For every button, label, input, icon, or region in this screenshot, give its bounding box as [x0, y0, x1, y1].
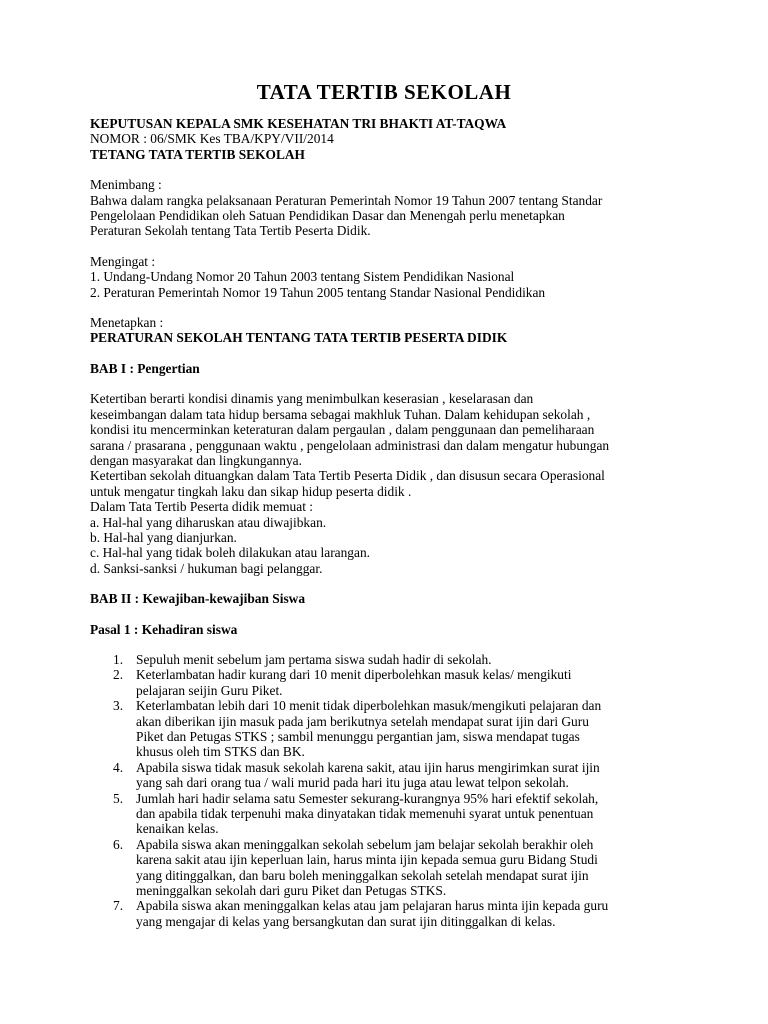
bab1-heading: BAB I : Pengertian — [90, 360, 200, 376]
list-item — [90, 652, 690, 667]
list-item-line: Apabila siswa akan meninggalkan kelas atau jam pelajaran harus minta ijin kepada guru — [136, 898, 609, 914]
bab1-line: kondisi itu mencerminkan keteraturan dalam pergaulan , dalam penggunaan dan pemeliharaan — [90, 422, 595, 438]
bab1-line: Ketertiban berarti kondisi dinamis yang menimbulkan keserasian , keselarasan dan — [90, 391, 534, 407]
list-item-line: Apabila siswa tidak masuk sekolah karena sakit, atau ijin harus mengirimkan surat ijin — [136, 759, 600, 775]
menimbang-line: Bahwa dalam rangka pelaksanaan Peraturan Pemerintah Nomor 19 Tahun 2007 tentang Standar — [90, 192, 603, 208]
list-item-line: dan apabila tidak terpenuhi maka dinyatakan tidak memenuhi syarat untuk penentuan — [136, 806, 594, 822]
menimbang-line: Pengelolaan Pendidikan oleh Satuan Pendidikan Dasar dan Menengah perlu menetapkan — [90, 208, 565, 224]
list-item-line: Apabila siswa akan meninggalkan sekolah sebelum jam belajar sekolah berakhir oleh — [136, 836, 594, 852]
list-item-line: karena sakit atau ijin keperluan lain, harus minta ijin kepada semua guru Bidang Studi — [136, 852, 598, 868]
mengingat-label: Mengingat : — [90, 253, 156, 269]
pasal1-heading: Pasal 1 : Kehadiran siswa — [90, 621, 238, 637]
list-item — [90, 837, 690, 899]
menimbang-line: Peraturan Sekolah tentang Tata Tertib Peserta Didik. — [90, 223, 371, 239]
pasal1-list — [90, 652, 690, 929]
document-body — [90, 116, 690, 929]
list-item-number: 5. — [113, 790, 124, 806]
decree-subject: TETANG TATA TERTIB SEKOLAH — [90, 146, 305, 162]
menetapkan-label: Menetapkan : — [90, 315, 164, 331]
list-item-line: Sepuluh menit sebelum jam pertama siswa sudah hadir di sekolah. — [136, 651, 492, 667]
list-item-line: kenaikan kelas. — [136, 821, 219, 837]
list-item-number: 1. — [113, 651, 124, 667]
list-item-number: 3. — [113, 698, 124, 714]
bab2-heading: BAB II : Kewajiban-kewajiban Siswa — [90, 591, 306, 607]
list-item — [90, 667, 690, 698]
bab1-line: sarana / prasarana , penggunaan waktu , pengelolaan administrasi dan dalam mengatur hubungan — [90, 437, 610, 453]
list-item-number: 2. — [113, 667, 124, 683]
list-item — [90, 898, 690, 929]
list-item-number: 6. — [113, 836, 124, 852]
bab1-list-item: c. Hal-hal yang tidak boleh dilakukan atau larangan. — [90, 545, 370, 561]
list-item-line: yang sah dari orang tua / wali murid pada hari itu juga atau lewat telpon sekolah. — [136, 775, 569, 791]
list-item — [90, 791, 690, 837]
mengingat-item: 2. Peraturan Pemerintah Nomor 19 Tahun 2005 tentang Standar Nasional Pendidikan — [90, 284, 546, 300]
document-title: TATA TERTIB SEKOLAH — [256, 80, 512, 104]
bab1-list-item: b. Hal-hal yang dianjurkan. — [90, 529, 237, 545]
list-item-line: Keterlambatan lebih dari 10 menit tidak diperbolehkan masuk/mengikuti pelajaran dan — [136, 698, 602, 714]
bab1-list-item: a. Hal-hal yang diharuskan atau diwajibkan. — [90, 514, 327, 530]
list-item-line: meninggalkan sekolah dari guru Piket dan Petugas STKS. — [136, 883, 447, 899]
bab1-list-item: d. Sanksi-sanksi / hukuman bagi pelanggar. — [90, 560, 323, 576]
decree-title: KEPUTUSAN KEPALA SMK KESEHATAN TRI BHAKTI AT-TAQWA — [90, 116, 507, 131]
list-item-line: khusus oleh tim STKS dan BK. — [136, 744, 305, 760]
list-item-line: Jumlah hari hadir selama satu Semester sekurang-kurangnya 95% hari efektif sekolah, — [136, 790, 599, 806]
decree-number: NOMOR : 06/SMK Kes TBA/KPY/VII/2014 — [90, 131, 334, 147]
menimbang-label: Menimbang : — [90, 177, 162, 193]
bab1-line: keseimbangan dalam tata hidup bersama sebagai makhluk Tuhan. Dalam kehidupan sekolah , — [90, 406, 591, 422]
bab1-line: Ketertiban sekolah dituangkan dalam Tata Tertib Peserta Didik , dan disusun secara Operasional — [90, 468, 605, 484]
bab1-line: Dalam Tata Tertib Peserta didik memuat : — [90, 499, 313, 515]
list-item-line: pelajaran seijin Guru Piket. — [136, 682, 283, 698]
list-item-number: 7. — [113, 898, 124, 914]
list-item-line: yang ditinggalkan, dan baru boleh meninggalkan sekolah setelah mendapat surat ijin — [136, 867, 589, 883]
mengingat-item: 1. Undang-Undang Nomor 20 Tahun 2003 tentang Sistem Pendidikan Nasional — [90, 269, 515, 285]
menetapkan-text: PERATURAN SEKOLAH TENTANG TATA TERTIB PESERTA DIDIK — [90, 330, 508, 346]
bab1-line: untuk mengatur tingkah laku dan sikap hidup peserta didik . — [90, 483, 412, 499]
list-item-line: Keterlambatan hadir kurang dari 10 menit diperbolehkan masuk kelas/ mengikuti — [136, 667, 572, 683]
list-item-line: akan diberikan ijin masuk pada jam berikutnya setelah mendapat surat ijin dari Guru — [136, 713, 589, 729]
list-item-line: yang mengajar di kelas yang bersangkutan dan surat ijin ditinggalkan di kelas. — [136, 913, 556, 929]
list-item — [90, 760, 690, 791]
list-item — [90, 698, 690, 760]
list-item-number: 4. — [113, 759, 124, 775]
bab1-line: dengan masyarakat dan lingkungannya. — [90, 452, 302, 468]
list-item-line: Piket dan Petugas STKS ; sambil menunggu pergantian jam, siswa mendapat tugas — [136, 729, 580, 744]
